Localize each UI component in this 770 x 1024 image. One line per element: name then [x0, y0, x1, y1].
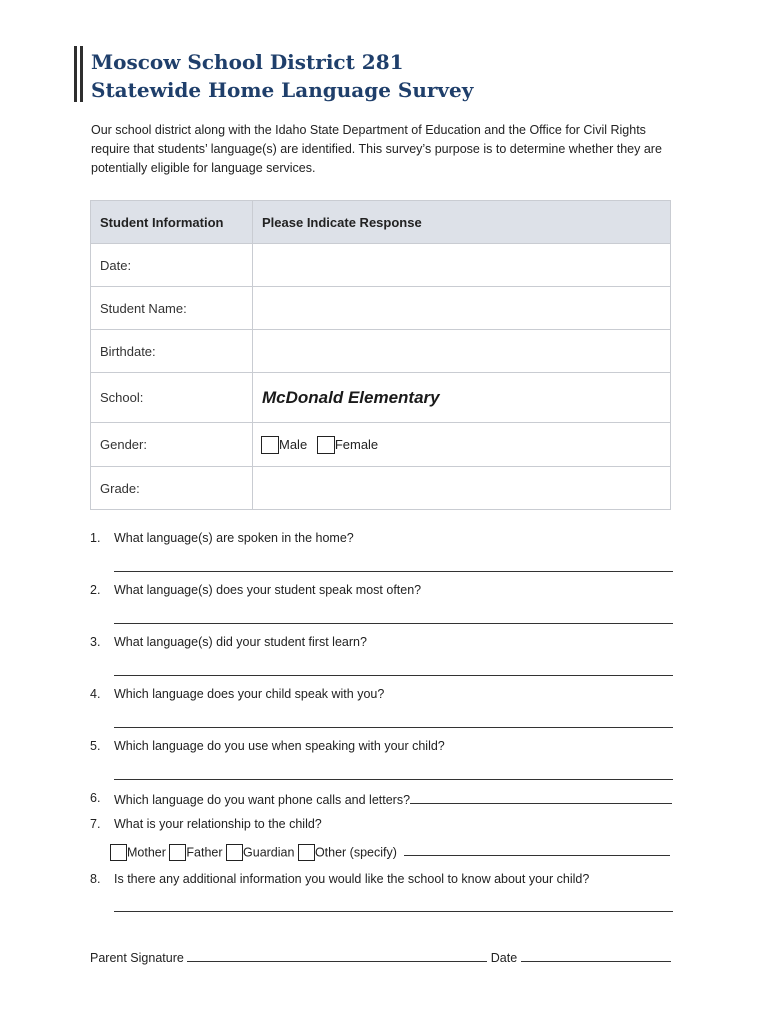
intro-paragraph: Our school district along with the Idaho State Department of Education and the Office for Civil Rights require that students’ language(s) are identified. This survey’s purpose is to determine whether they are potentially eligible for language services.	[91, 123, 662, 175]
answer-line-3[interactable]	[114, 675, 673, 676]
question-text: What is your relationship to the child?	[114, 817, 322, 831]
other-label: Other (specify)	[314, 845, 397, 860]
date-label: Date:	[91, 244, 253, 287]
father-checkbox[interactable]	[169, 844, 186, 861]
parent-signature-label: Parent Signature	[90, 951, 184, 965]
title-line-2: Statewide Home Language Survey	[91, 78, 474, 102]
question-number: 3.	[90, 635, 101, 649]
question-number: 8.	[90, 872, 101, 886]
date-signature-label: Date	[490, 951, 518, 965]
answer-line-8[interactable]	[114, 911, 673, 912]
grade-field[interactable]	[253, 467, 671, 510]
answer-line-6[interactable]	[410, 791, 672, 804]
signature-date-line[interactable]	[521, 949, 671, 962]
col-header-response: Please Indicate Response	[253, 201, 671, 244]
question-text	[114, 791, 672, 807]
question-6-text: Which language do you want phone calls and letters?	[114, 793, 411, 807]
answer-line-5[interactable]	[114, 779, 673, 780]
female-label: Female	[334, 437, 379, 452]
male-label: Male	[279, 437, 308, 452]
question-number: 1.	[90, 531, 101, 545]
other-checkbox[interactable]	[298, 844, 315, 861]
header-rule-bars	[74, 46, 84, 102]
student-name-field[interactable]	[253, 287, 671, 330]
question-number: 4.	[90, 687, 101, 701]
answer-line-1[interactable]	[114, 571, 673, 572]
student-info-table	[90, 200, 671, 510]
page-title	[91, 48, 473, 104]
guardian-checkbox[interactable]	[226, 844, 243, 861]
birthdate-label: Birthdate:	[91, 330, 253, 373]
answer-line-2[interactable]	[114, 623, 673, 624]
question-text: Which language do you use when speaking with your child?	[114, 739, 445, 753]
relationship-options	[110, 843, 670, 861]
question-text: What language(s) did your student first learn?	[114, 635, 367, 649]
question-text: What language(s) does your student speak most often?	[114, 583, 422, 597]
question-text: Is there any additional information you would like the school to know about your child?	[114, 872, 590, 886]
gender-field	[253, 423, 671, 467]
title-line-1: Moscow School District 281	[91, 50, 404, 74]
mother-checkbox[interactable]	[110, 844, 127, 861]
school-value: McDonald Elementary	[262, 387, 440, 407]
gender-label: Gender:	[91, 423, 253, 467]
mother-label: Mother	[127, 845, 166, 860]
male-checkbox[interactable]	[261, 436, 279, 454]
answer-line-4[interactable]	[114, 727, 673, 728]
col-header-student-info: Student Information	[91, 201, 253, 244]
parent-signature-line[interactable]	[187, 949, 487, 962]
question-number: 6.	[90, 791, 101, 805]
date-field[interactable]	[253, 244, 671, 287]
school-field[interactable]	[253, 373, 671, 423]
student-name-label: Student Name:	[91, 287, 253, 330]
birthdate-field[interactable]	[253, 330, 671, 373]
other-specify-line[interactable]	[404, 843, 670, 856]
question-text: Which language does your child speak with you?	[114, 687, 385, 701]
question-number: 5.	[90, 739, 101, 753]
female-checkbox[interactable]	[317, 436, 335, 454]
school-label: School:	[91, 373, 253, 423]
guardian-label: Guardian	[243, 845, 295, 860]
question-number: 7.	[90, 817, 101, 831]
signature-row	[90, 949, 671, 965]
question-text: What language(s) are spoken in the home?	[114, 531, 354, 545]
father-label: Father	[186, 845, 223, 860]
grade-label: Grade:	[91, 467, 253, 510]
question-number: 2.	[90, 583, 101, 597]
